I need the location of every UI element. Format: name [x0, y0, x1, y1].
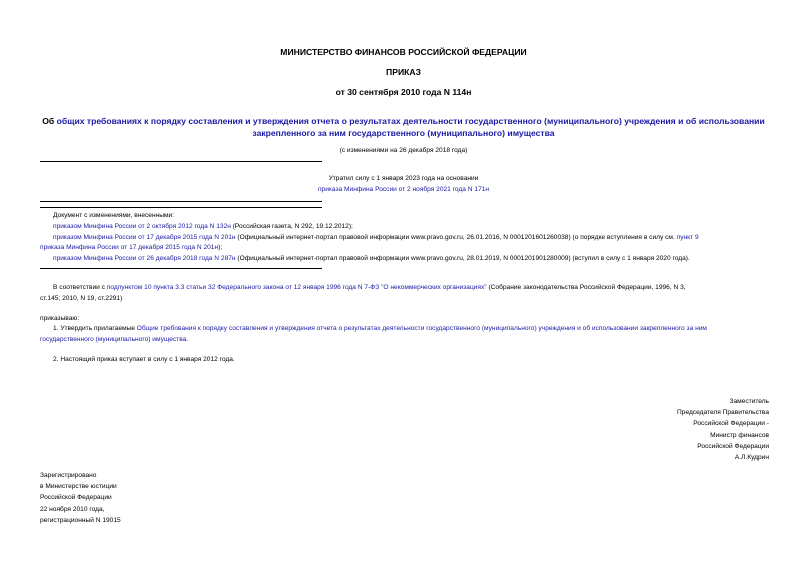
order-point-1-prefix: 1. Утвердить прилагаемые: [53, 325, 137, 332]
changes-item-2-text: (Официальный интернет-портал правовой информации www.pravo.gov.ru, 26.01.2016, N 0001201601260038) (о порядке вступления в силу см.: [235, 234, 677, 241]
signature-line: Председателя Правительства: [677, 409, 769, 417]
registration-line: Российской Федерации: [40, 494, 112, 502]
signature-block: [677, 396, 769, 463]
ministry-title: МИНИСТЕРСТВО ФИНАНСОВ РОССИЙСКОЙ ФЕДЕРАЦИИ: [280, 47, 527, 57]
signature-line: Российской Федерации: [697, 442, 769, 450]
basis-link[interactable]: подпунктом 10 пункта 3.3 статьи 32 Федерального закона от 12 января 1996 года N 7-ФЗ "О некоммерческих организациях": [106, 284, 487, 291]
changes-item-2-link2b[interactable]: приказа Минфина России от 17 декабря 2015 года N 201н: [40, 244, 219, 251]
signature-line: Российской Федерации -: [693, 420, 769, 428]
changes-item-3-text: (Официальный интернет-портал правовой информации www.pravo.gov.ru, 28.01.2019, N 0001201901280009) (вступил в силу с 1 января 2020 года).: [235, 255, 690, 262]
changes-item-2-link2a[interactable]: пункт 9: [676, 234, 699, 241]
divider: [40, 161, 322, 162]
changes-item-3: [53, 253, 773, 264]
changes-item-2-link[interactable]: приказом Минфина России от 17 декабря 2015 года N 201н: [53, 234, 236, 241]
changes-item-1: [53, 221, 773, 232]
signature-name: А.Л.Кудрин: [734, 454, 769, 462]
basis-paragraph-cont: ст.145; 2010, N 19, ст.2291): [40, 295, 123, 302]
basis-text: (Собрание законодательства Российской Федерации, 1996, N 3,: [486, 284, 686, 291]
order-point-1-link-cont[interactable]: государственного (муниципального) имущества: [40, 336, 187, 343]
expiry-text: Утратил силу с 1 января 2023 года на основании: [328, 175, 479, 182]
registration-line: Зарегистрировано: [40, 472, 97, 479]
order-point-1-tail: .: [186, 336, 189, 343]
order-point-1: [53, 323, 773, 334]
order-point-1-link[interactable]: Общие требования к порядку составления и утверждения отчета о результатах деятельности государственного (муниципального) учреждения и об использовании закрепленного за ним: [136, 325, 707, 332]
amendments-note: (с изменениями на 26 декабря 2018 года): [339, 147, 468, 154]
basis-paragraph: [53, 282, 773, 293]
divider: [40, 268, 322, 269]
registration-line: регистрационный N 19015: [40, 516, 121, 524]
registration-block: [40, 470, 121, 526]
subject-prefix: Об: [42, 116, 57, 126]
expiry-link[interactable]: приказа Минфина России от 2 ноября 2021 года N 171н: [317, 186, 490, 193]
changes-item-2-cont: [40, 242, 780, 253]
subject-link[interactable]: общих требованиях к порядку составления и утверждения отчета о результатах деятельности государственного (муниципального) учреждения и об использовании закрепленного за ним государственного (муниципального) имущества: [56, 116, 765, 138]
basis-prefix: В соответствии с: [53, 284, 107, 291]
registration-line: в Министерстве юстиции: [40, 483, 117, 491]
changes-item-2-tail: );: [218, 244, 223, 251]
changes-item-1-text: (Российская газета, N 292, 19.12.2012);: [230, 223, 353, 230]
order-word: приказываю:: [40, 315, 80, 322]
doc-date-number: от 30 сентября 2010 года N 114н: [335, 87, 472, 97]
order-point-2: 2. Настоящий приказ вступает в силу с 1 января 2012 года.: [53, 356, 235, 363]
divider: [40, 201, 322, 202]
divider: [40, 207, 322, 208]
changes-intro: Документ с изменениями, внесенными:: [53, 212, 175, 219]
document-subject: [40, 115, 767, 139]
order-point-1-cont: [40, 334, 780, 345]
expiry-notice: [0, 173, 807, 195]
registration-line: 22 ноября 2010 года,: [40, 505, 105, 513]
signature-line: Министр финансов: [710, 431, 769, 439]
signature-line: Заместитель: [729, 398, 769, 405]
changes-item-3-link[interactable]: приказом Минфина России от 26 декабря 2018 года N 287н: [53, 255, 236, 262]
doc-type: ПРИКАЗ: [386, 67, 421, 77]
changes-item-1-link[interactable]: приказом Минфина России от 2 октября 2012 года N 132н: [53, 223, 231, 230]
